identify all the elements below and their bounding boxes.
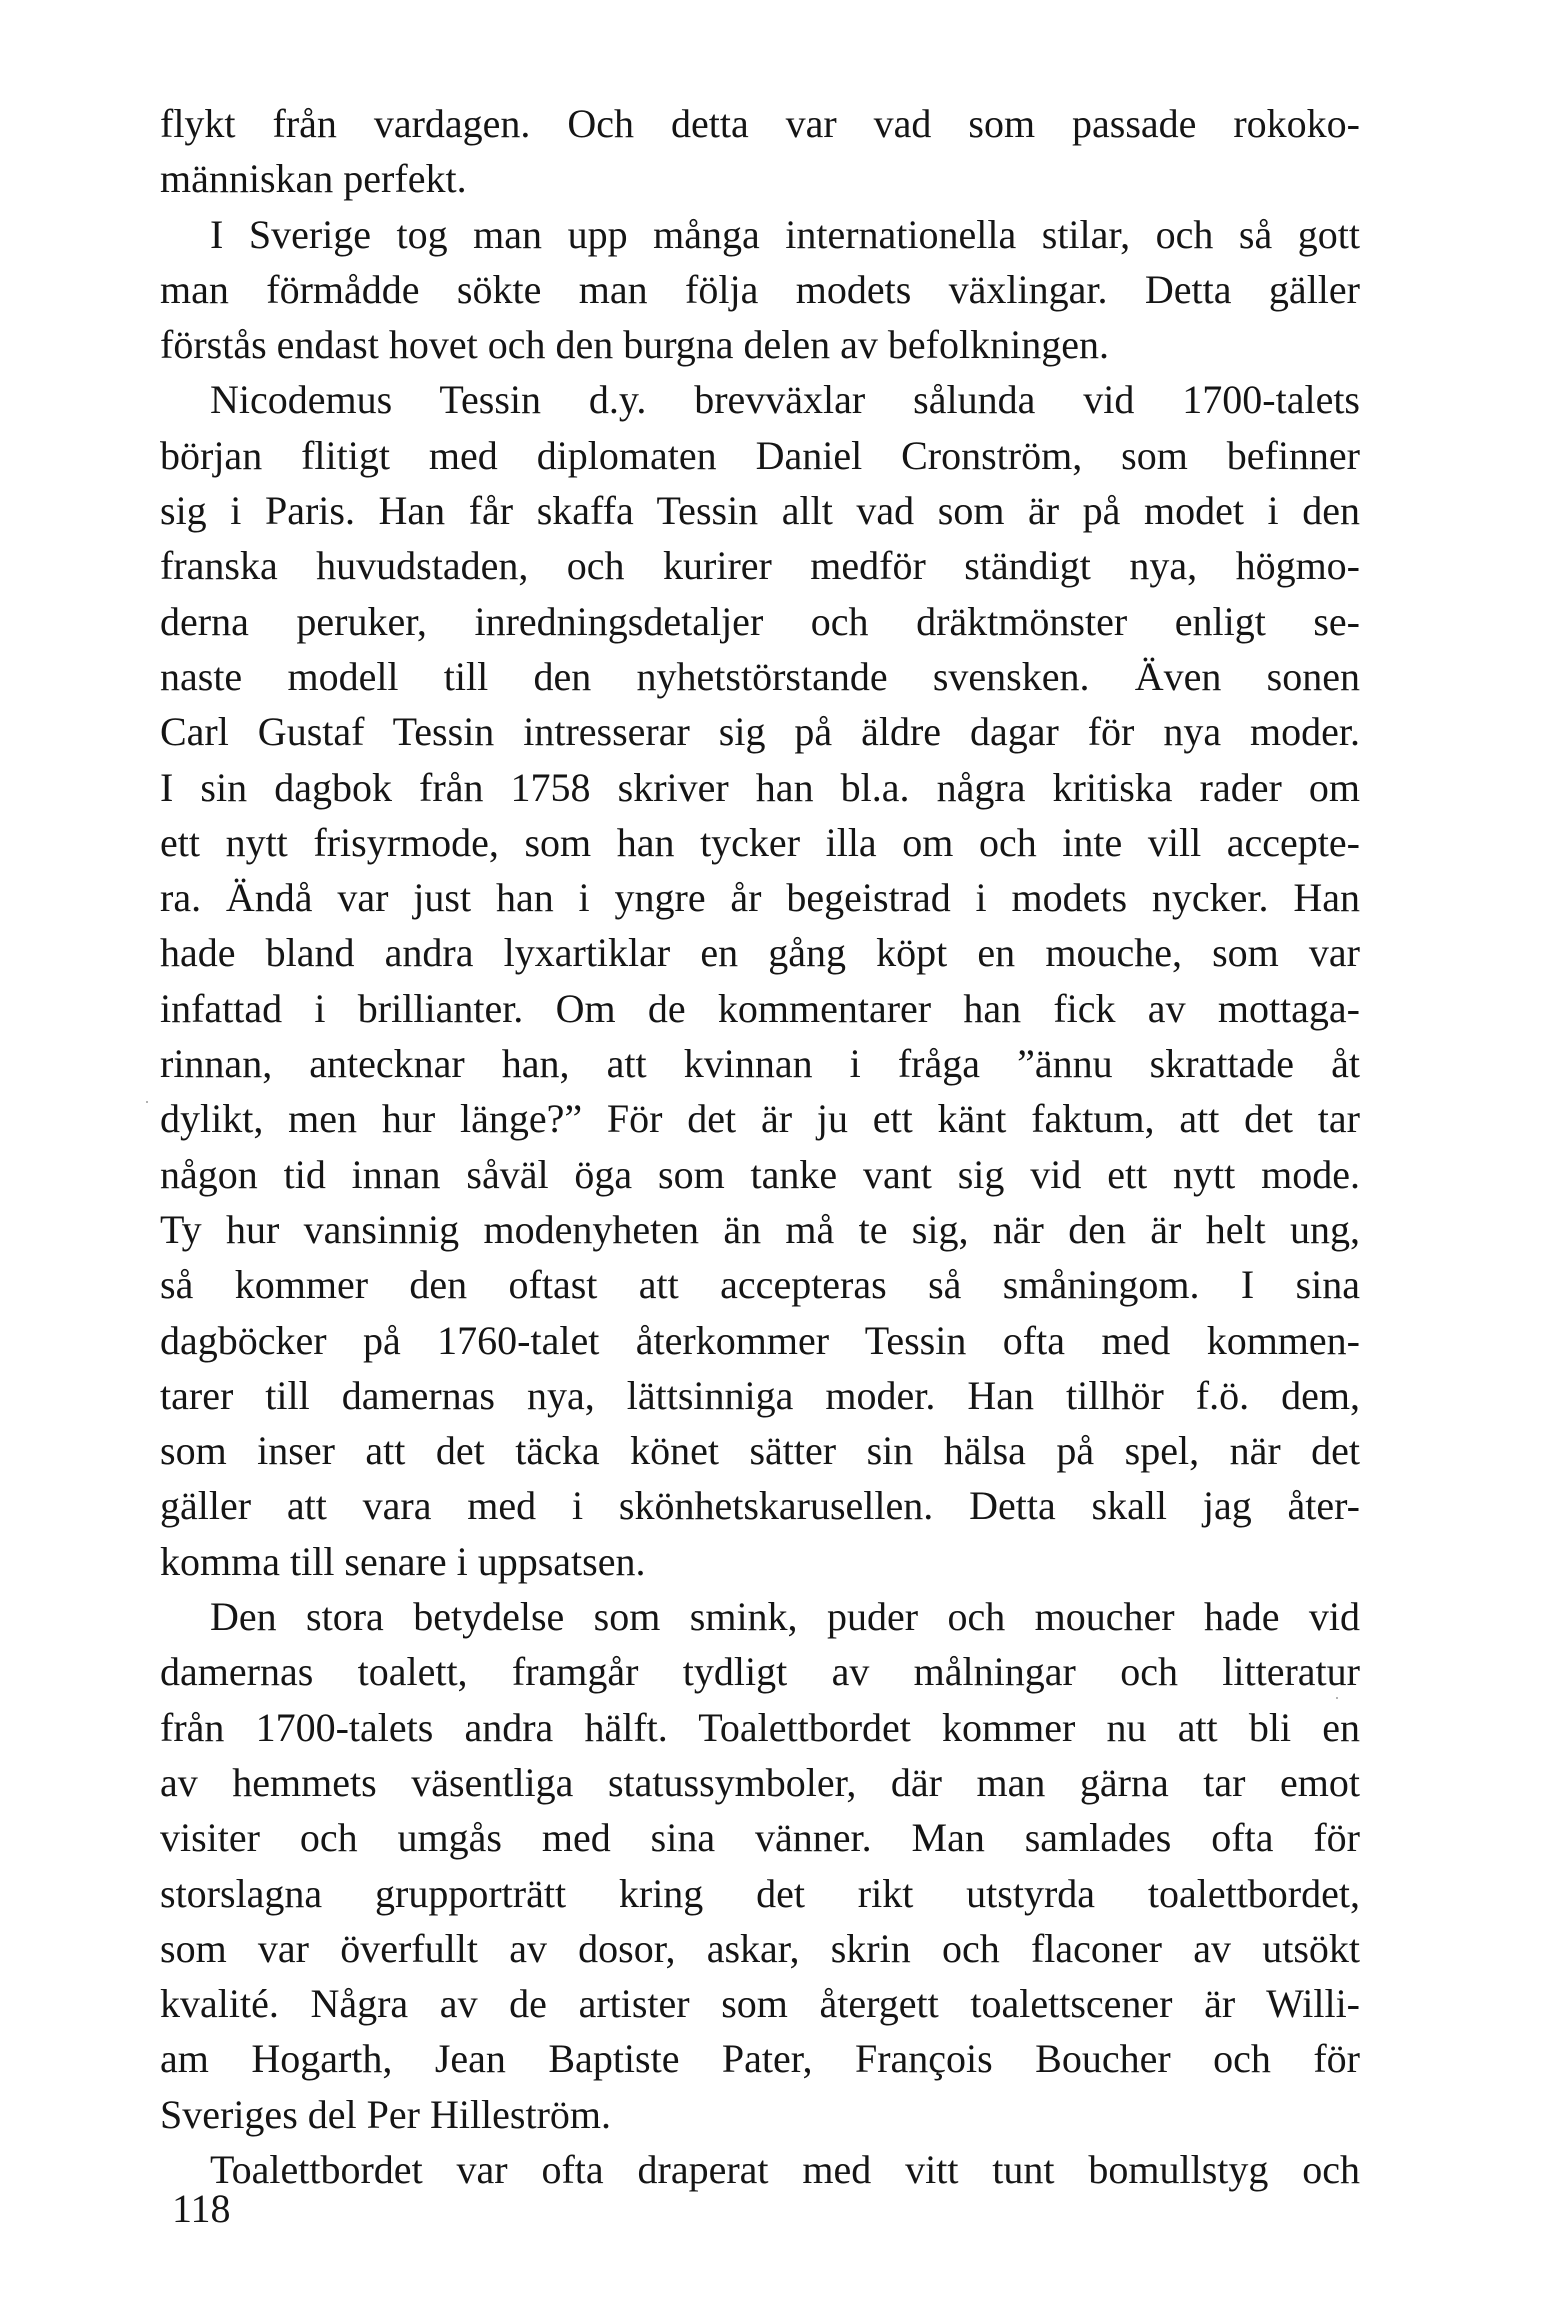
- text-line: som inser att det täcka könet sätter sin hälsa på spel, när det: [160, 1428, 1360, 1474]
- text-line: derna peruker, inredningsdetaljer och dräktmönster enligt se-: [160, 598, 1360, 644]
- text-line: Toalettbordet var ofta draperat med vitt tunt bomullstyg och: [210, 2146, 1360, 2192]
- text-line: dylikt, men hur länge?” För det är ju ett känt faktum, att det tar: [160, 1096, 1360, 1142]
- text-line: människan perfekt.: [160, 156, 467, 202]
- text-line: förstås endast hovet och den burgna delen av befolkningen.: [160, 322, 1109, 368]
- text-line: infattad i brillianter. Om de kommentarer han fick av mottaga-: [160, 985, 1360, 1031]
- text-line: naste modell till den nyhetstörstande svensken. Även sonen: [160, 653, 1360, 699]
- text-line: I sin dagbok från 1758 skriver han bl.a. några kritiska rader om: [160, 764, 1360, 810]
- text-line: av hemmets väsentliga statussymboler, där man gärna tar emot: [160, 1759, 1360, 1805]
- text-line: från 1700-talets andra hälft. Toalettbordet kommer nu att bli en: [160, 1704, 1360, 1750]
- print-speck: [1336, 1697, 1338, 1699]
- text-line: gäller att vara med i skönhetskarusellen. Detta skall jag åter-: [160, 1483, 1360, 1529]
- text-line: Carl Gustaf Tessin intresserar sig på äldre dagar för nya moder.: [160, 709, 1360, 755]
- text-line: ra. Ändå var just han i yngre år begeistrad i modets nycker. Han: [160, 875, 1360, 921]
- text-line: visiter och umgås med sina vänner. Man samlades ofta för: [160, 1815, 1360, 1861]
- text-line: Ty hur vansinnig modenyheten än må te sig, när den är helt ung,: [160, 1206, 1360, 1252]
- page-number: 118: [172, 2186, 231, 2231]
- text-line: rinnan, antecknar han, att kvinnan i fråga ”ännu skrattade åt: [160, 1041, 1360, 1087]
- print-speck: [146, 1101, 148, 1103]
- text-line: damernas toalett, framgår tydligt av målningar och litteratur: [160, 1649, 1360, 1695]
- text-line: kvalité. Några av de artister som återgett toalettscener är Willi-: [160, 1981, 1360, 2027]
- body-text: [160, 96, 1360, 2197]
- text-line: franska huvudstaden, och kurirer medför ständigt nya, högmo-: [160, 543, 1360, 589]
- text-line: storslagna grupporträtt kring det rikt utstyrda toalettbordet,: [160, 1870, 1360, 1916]
- text-line: I Sverige tog man upp många internationella stilar, och så gott: [210, 211, 1360, 257]
- text-line: komma till senare i uppsatsen.: [160, 1538, 646, 1584]
- text-line: man förmådde sökte man följa modets växlingar. Detta gäller: [160, 266, 1360, 312]
- text-line: flykt från vardagen. Och detta var vad som passade rokoko-: [160, 101, 1360, 146]
- text-line: Nicodemus Tessin d.y. brevväxlar sålunda vid 1700-talets: [210, 377, 1360, 423]
- text-line: någon tid innan såväl öga som tanke vant sig vid ett nytt mode.: [160, 1151, 1360, 1197]
- text-line: början flitigt med diplomaten Daniel Cronström, som befinner: [160, 432, 1360, 478]
- text-line: så kommer den oftast att accepteras så småningom. I sina: [160, 1262, 1360, 1308]
- text-line: tarer till damernas nya, lättsinniga moder. Han tillhör f.ö. dem,: [160, 1372, 1360, 1418]
- text-line: som var överfullt av dosor, askar, skrin och flaconer av utsökt: [160, 1925, 1360, 1971]
- text-line: dagböcker på 1760-talet återkommer Tessin ofta med kommen-: [160, 1317, 1360, 1363]
- text-line: ett nytt frisyrmode, som han tycker illa om och inte vill accepte-: [160, 819, 1360, 865]
- text-line: Sveriges del Per Hilleström.: [160, 2091, 612, 2137]
- text-line: hade bland andra lyxartiklar en gång köpt en mouche, som var: [160, 930, 1360, 976]
- text-line: Den stora betydelse som smink, puder och moucher hade vid: [210, 1594, 1360, 1640]
- text-line: sig i Paris. Han får skaffa Tessin allt vad som är på modet i den: [160, 488, 1360, 534]
- text-line: am Hogarth, Jean Baptiste Pater, François Boucher och för: [160, 2036, 1360, 2082]
